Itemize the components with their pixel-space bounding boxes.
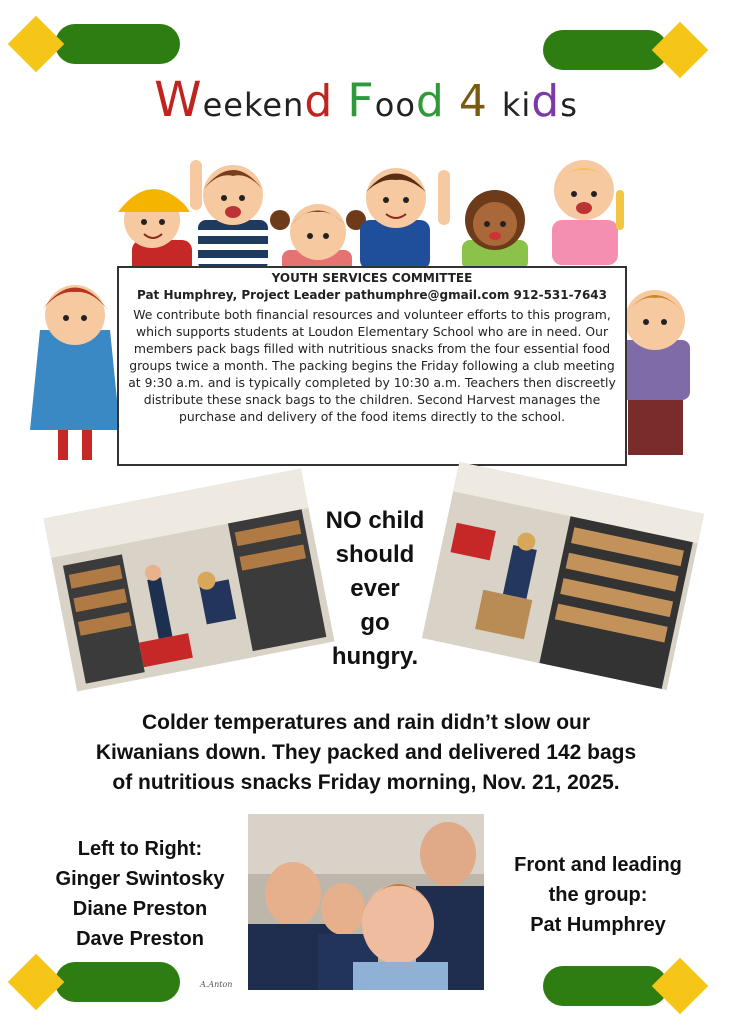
title-letter: d <box>415 76 445 127</box>
photo-packing-room-left <box>44 469 335 692</box>
kid-blue-shirt <box>360 168 450 270</box>
kid-girl-blue-coat <box>30 285 120 460</box>
top-right-green-pill <box>543 30 668 70</box>
title-letter: oo <box>374 86 416 124</box>
title-letter: eeken <box>202 86 305 124</box>
left-to-right-names <box>40 834 240 954</box>
info-box <box>117 266 627 466</box>
committee-heading: YOUTH SERVICES COMMITTEE <box>271 271 473 285</box>
caption-line: Colder temperatures and rain didn’t slow our <box>141 711 591 734</box>
names-line: Diane Preston <box>72 898 208 920</box>
bottom-right-yellow-diamond <box>652 958 709 1015</box>
photo-packing-room-right <box>422 462 704 690</box>
bottom-right-green-pill <box>543 966 668 1006</box>
bottom-left-yellow-diamond <box>8 954 65 1011</box>
title-letter: 4 <box>458 76 488 127</box>
project-leader-contact: Pat Humphrey, Project Leader pathumphre@gmail.com 912-531-7643 <box>136 288 607 302</box>
event-caption <box>60 708 672 798</box>
top-left-yellow-diamond <box>8 16 65 73</box>
caption-line: of nutritious snacks Friday morning, Nov. 21, 2025. <box>112 771 620 794</box>
title-letter: d <box>304 76 334 127</box>
slogan-line: go <box>360 609 390 636</box>
bottom-left-green-pill <box>55 962 180 1002</box>
title-letter: W <box>154 72 203 128</box>
slogan-line: ever <box>350 575 400 602</box>
title-letter: F <box>347 73 375 127</box>
photo-volunteer-group-selfie <box>248 814 484 990</box>
artist-signature: A.Anton <box>200 980 233 989</box>
page-title <box>0 72 732 128</box>
kid-striped-shirt <box>190 160 268 270</box>
slogan <box>320 504 430 674</box>
names-line: Dave Preston <box>76 928 204 950</box>
title-letter: ki <box>501 86 532 124</box>
kid-curly-hair <box>462 190 528 270</box>
names-line: Pat Humphrey <box>530 914 666 936</box>
names-line: Front and leading <box>514 854 682 876</box>
names-line: Ginger Swintosky <box>55 868 225 890</box>
caption-line: Kiwanians down. They packed and delivered 142 bags <box>95 741 637 764</box>
top-right-yellow-diamond <box>652 22 709 79</box>
kid-blonde-braids <box>552 160 624 265</box>
title-letter: s <box>560 86 578 124</box>
slogan-line: should <box>335 541 415 568</box>
slogan-line: hungry. <box>331 643 419 670</box>
title-letter: d <box>531 76 561 127</box>
kid-boy-plaid-shirt <box>620 290 690 455</box>
top-left-green-pill <box>55 24 180 64</box>
program-description: We contribute both financial resources and volunteer efforts to this program, which supports students at Loudon Elementary School who are in need. Our members pack bags filled with nutritious snacks from the four essential food groups twice a month. The packing begins the Friday following a club meeting at 9:30 a.m. and is typically completed by 10:30 a.m. Teachers then discreetly distribute these snack bags to the children. Second Harvest manages the purchase and delivery of the food items directly to the school. <box>128 307 616 424</box>
front-leader-names <box>498 850 698 940</box>
names-line: the group: <box>548 884 648 906</box>
names-line: Left to Right: <box>77 838 203 860</box>
slogan-line: NO child <box>325 507 425 534</box>
